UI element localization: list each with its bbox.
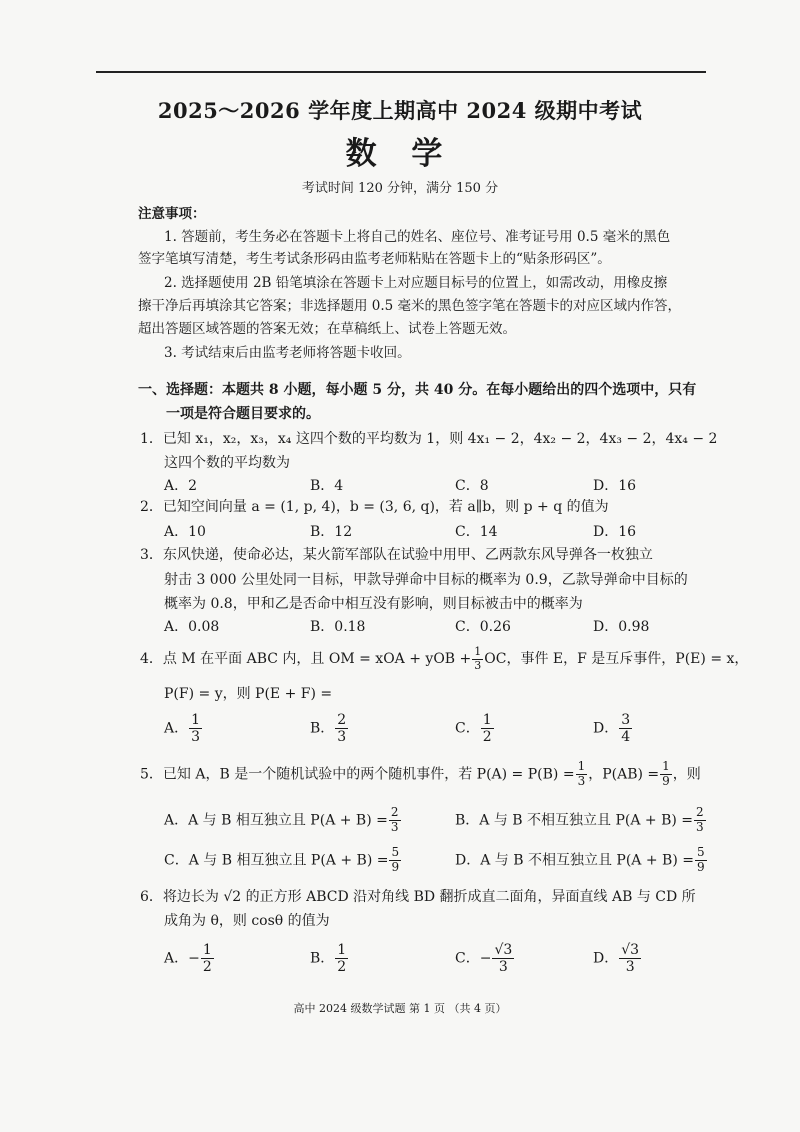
q3-option-a: A．0.08 [164,619,220,635]
top-rule [96,71,706,73]
q1-option-b: B．4 [310,478,344,494]
q6-option-c: C．− $\frac{√3}{3}$ [455,942,513,976]
notes-heading: 注意事项： [138,206,206,222]
section-heading: 一、选择题：本题共 8 小题，每小题 5 分，共 40 分。在每小题给出的四个选项中，只有 [138,382,697,398]
question-3-cont: 射击 3 000 公里处同一目标，甲款导弹命中目标的概率为 0.9，乙款导弹命中目标的 [164,572,688,588]
q3-option-b: B．0.18 [310,619,366,635]
q3-option-c: C．0.26 [455,619,511,635]
q6-option-a: A．− $\frac{1}{2}$ [164,942,212,976]
exam-title: 2025～2026 学年度上期高中 2024 级期中考试 [157,98,643,123]
question-1: 1．已知 x₁，x₂，x₃，x₄ 这四个数的平均数为 1，则 4x₁ − 2，4x₂ − 2，4x₃ − 2，4x₄ − 2 [140,431,718,447]
q5-option-b: B．A 与 B 不相互独立且 P(A + B) = $\frac{2}{3}$ [455,805,704,834]
notes-line: 3. 考试结束后由监考老师将答题卡收回。 [164,345,411,361]
q2-option-d: D．16 [593,524,637,540]
page-footer: 高中 2024 级数学试题 第 1 页 （共 4 页） [293,1002,507,1015]
q4-option-d: D． $\frac{3}{4}$ [593,712,631,746]
question-3: 3．东风快递，使命必达，某火箭军部队在试验中用甲、乙两款东风导弹各一枚独立 [140,547,653,563]
question-3-cont: 概率为 0.8，甲和乙是否命中相互没有影响，则目标被击中的概率为 [164,596,583,612]
notes-line: 1. 答题前，考生务必在答题卡上将自己的姓名、座位号、准考证号用 0.5 毫米的黑色 [164,229,671,245]
q6-option-b: B． $\frac{1}{2}$ [310,942,347,976]
q5-option-d: D．A 与 B 不相互独立且 P(A + B) = $\frac{5}{9}$ [455,845,705,874]
q1-option-d: D．16 [593,478,637,494]
q2-option-b: B．12 [310,524,353,540]
notes-line: 超出答题区域答题的答案无效；在草稿纸上、试卷上答题无效。 [138,321,516,337]
q1-option-c: C．8 [455,478,489,494]
fraction: $\frac{1}{3}$ [474,645,482,672]
notes-line: 擦干净后再填涂其它答案；非选择题用 0.5 毫米的黑色签字笔在答题卡的对应区域内作答， [138,298,682,314]
question-5: 5．已知 A，B 是一个随机试验中的两个随机事件，若 P(A) = P(B) = $\frac{1}{3}$ ，P(AB) = $\frac{1}{9}$ ，则 [140,759,701,788]
q5-option-a: A．A 与 B 相互独立且 P(A + B) = $\frac{2}{3}$ [164,805,399,834]
q2-option-a: A．10 [164,524,206,540]
question-1-cont: 这四个数的平均数为 [164,455,290,471]
q2-option-c: C．14 [455,524,498,540]
q4-option-b: B． $\frac{2}{3}$ [310,712,347,746]
section-heading-cont: 一项是符合题目要求的。 [166,406,320,422]
question-2: 2．已知空间向量 a = (1, p, 4)，b = (3, 6, q)，若 a∥b，则 p + q 的值为 [140,499,609,515]
question-6: 6．将边长为 √2 的正方形 ABCD 沿对角线 BD 翻折成直二面角，异面直线 AB 与 CD 所 [140,889,696,905]
q4-option-c: C． $\frac{1}{2}$ [455,712,492,746]
q4-option-a: A． $\frac{1}{3}$ [164,712,201,746]
question-4-cont: P(F) = y，则 P(E + F) = [164,686,333,702]
question-4: 4．点 M 在平面 ABC 内，且 OM = xOA + yOB + $\frac{1}{3}$ OC，事件 E，F 是互斥事件，P(E) = x， [140,645,749,672]
q3-option-d: D．0.98 [593,619,650,635]
question-6-cont: 成角为 θ，则 cosθ 的值为 [164,913,330,929]
exam-info: 考试时间 120 分钟，满分 150 分 [301,181,499,196]
q5-option-c: C．A 与 B 相互独立且 P(A + B) = $\frac{5}{9}$ [164,845,400,874]
notes-line: 2. 选择题使用 2B 铅笔填涂在答题卡上对应题目标号的位置上，如需改动，用橡皮擦 [164,275,668,291]
subject-title: 数 学 [345,136,455,172]
q1-option-a: A．2 [164,478,198,494]
q6-option-d: D． $\frac{√3}{3}$ [593,942,640,976]
notes-line: 签字笔填写清楚，考生考试条形码由监考老师粘贴在答题卡上的“贴条形码区”。 [138,251,611,267]
